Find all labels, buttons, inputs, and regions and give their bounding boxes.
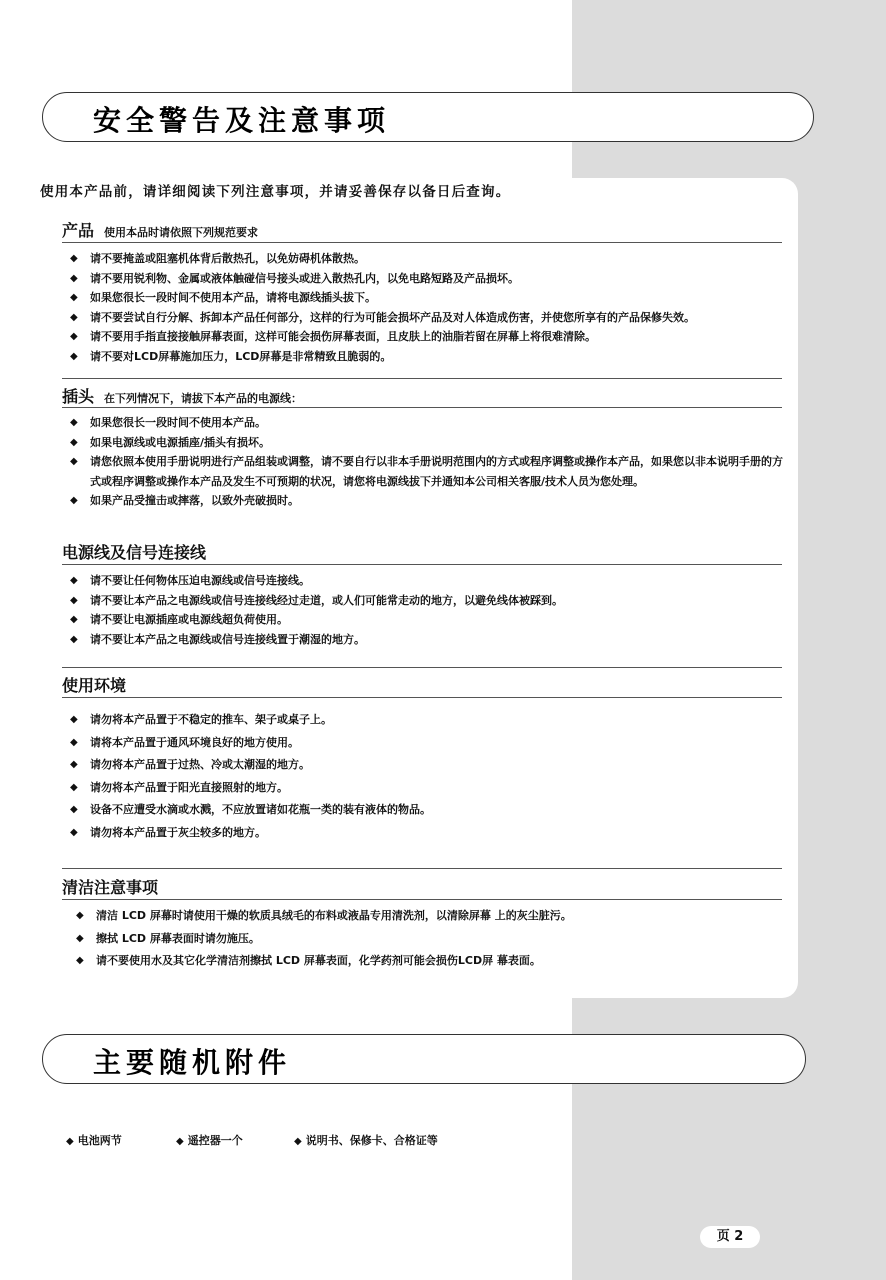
diamond-bullet-icon: ◆	[76, 932, 84, 944]
divider	[62, 697, 782, 698]
list-item: ◆ 请不要掩盖或阻塞机体背后散热孔，以免妨碍机体散热。	[70, 249, 790, 269]
diamond-bullet-icon: ◆	[70, 417, 78, 428]
diamond-bullet-icon: ◆	[70, 826, 78, 838]
divider	[62, 667, 782, 668]
divider	[62, 378, 782, 379]
list-item: ◆ 如果您很长一段时间不使用本产品。	[70, 413, 790, 433]
list-item: ◆ 设备不应遭受水滴或水溅，不应放置诸如花瓶一类的装有液体的物品。	[70, 799, 790, 822]
accessory-item: ◆ 遥控器一个	[176, 1134, 243, 1147]
list-item: ◆ 如果电源线或电源插座/插头有损坏。	[70, 433, 790, 453]
diamond-bullet-icon: ◆	[70, 331, 78, 342]
section-product-list	[70, 249, 790, 366]
accessory-item: ◆ 电池两节	[66, 1134, 122, 1147]
diamond-bullet-icon: ◆	[294, 1136, 302, 1147]
diamond-bullet-icon: ◆	[70, 272, 78, 284]
list-item: ◆ 清洁 LCD 屏幕时请使用干燥的软质具绒毛的布料或液晶专用清洗剂，以清除屏幕 上的灰尘脏污。	[76, 905, 796, 928]
list-item: ◆ 请不要让本产品之电源线或信号连接线经过走道，或人们可能常走动的地方，以避免线体被踩到。	[70, 591, 790, 611]
accessories-title: 主要随机附件	[93, 1046, 292, 1079]
diamond-bullet-icon: ◆	[76, 955, 84, 966]
list-item: ◆ 请勿将本产品置于过热、冷或太潮湿的地方。	[70, 754, 790, 777]
section-subtitle: 在下列情况下，请拔下本产品的电源线：	[104, 392, 303, 405]
section-environment-header	[62, 673, 782, 696]
diamond-bullet-icon: ◆	[76, 910, 84, 921]
diamond-bullet-icon: ◆	[70, 594, 78, 606]
section-plug-list	[70, 413, 790, 511]
accessory-item: ◆ 说明书、保修卡、合格证等	[294, 1134, 438, 1147]
diamond-bullet-icon: ◆	[70, 253, 78, 264]
diamond-bullet-icon: ◆	[70, 350, 78, 362]
diamond-bullet-icon: ◆	[70, 292, 78, 303]
section-title: 插头	[62, 387, 95, 406]
diamond-bullet-icon: ◆	[70, 633, 78, 645]
section-environment-list	[70, 709, 790, 844]
diamond-bullet-icon: ◆	[70, 614, 78, 625]
diamond-bullet-icon: ◆	[66, 1136, 74, 1147]
list-item: ◆ 请不要让本产品之电源线或信号连接线置于潮湿的地方。	[70, 630, 790, 650]
page-number: 页 2	[700, 1226, 760, 1248]
section-title: 清洁注意事项	[62, 878, 159, 897]
divider	[62, 564, 782, 565]
section-plug-header	[62, 384, 782, 407]
list-item: ◆ 如果产品受撞击或摔落，以致外壳破损时。	[70, 491, 790, 511]
divider	[62, 899, 782, 900]
divider	[62, 407, 782, 408]
section-cable-header	[62, 540, 782, 563]
list-item: ◆ 擦拭 LCD 屏幕表面时请勿施压。	[76, 928, 796, 951]
section-title: 产品	[62, 221, 95, 240]
diamond-bullet-icon: ◆	[70, 575, 78, 586]
list-item: ◆ 请不要用锐利物、金属或液体触碰信号接头或进入散热孔内，以免电路短路及产品损坏。	[70, 269, 790, 289]
list-item: ◆ 请不要尝试自行分解、拆卸本产品任何部分，这样的行为可能会损坏产品及对人体造成伤害，并使您所享有的产品保修失效。	[70, 308, 790, 328]
list-item: ◆ 请勿将本产品置于不稳定的推车、架子或桌子上。	[70, 709, 790, 732]
accessories-title-box	[42, 1034, 806, 1084]
diamond-bullet-icon: ◆	[70, 736, 78, 748]
list-item: ◆ 请您依照本使用手册说明进行产品组装或调整，请不要自行以非本手册说明范围内的方式或程序调整或操作本产品，如果您以非本说明手册的方式或程序调整或操作本产品及发生不可预期的状况，请您将电源线拔下并通知本公司相关客服/技术人员为您处理。	[70, 452, 790, 491]
diamond-bullet-icon: ◆	[176, 1136, 184, 1147]
section-product-header	[62, 218, 782, 241]
section-cleaning-header	[62, 875, 782, 898]
list-item: ◆ 如果您很长一段时间不使用本产品，请将电源线插头拔下。	[70, 288, 790, 308]
list-item: ◆ 请不要使用水及其它化学清洁剂擦拭 LCD 屏幕表面，化学药剂可能会损伤LCD屏 幕表面。	[76, 950, 796, 973]
section-title: 使用环境	[62, 676, 127, 695]
divider	[62, 242, 782, 243]
list-item: ◆ 请不要让任何物体压迫电源线或信号连接线。	[70, 571, 790, 591]
list-item: ◆ 请不要让电源插座或电源线超负荷使用。	[70, 610, 790, 630]
safety-title-box	[42, 92, 814, 142]
section-cable-list	[70, 571, 790, 649]
diamond-bullet-icon: ◆	[70, 436, 78, 448]
list-item: ◆ 请勿将本产品置于阳光直接照射的地方。	[70, 777, 790, 800]
section-cleaning-list	[76, 905, 796, 973]
diamond-bullet-icon: ◆	[70, 714, 78, 725]
diamond-bullet-icon: ◆	[70, 311, 78, 323]
diamond-bullet-icon: ◆	[70, 495, 78, 506]
section-title: 电源线及信号连接线	[62, 543, 207, 562]
intro-text: 使用本产品前，请详细阅读下列注意事项，并请妥善保存以备日后查询。	[40, 184, 511, 200]
diamond-bullet-icon: ◆	[70, 456, 78, 467]
list-item: ◆ 请勿将本产品置于灰尘较多的地方。	[70, 822, 790, 845]
section-subtitle: 使用本品时请依照下列规范要求	[104, 226, 259, 239]
list-item: ◆ 请将本产品置于通风环境良好的地方使用。	[70, 732, 790, 755]
diamond-bullet-icon: ◆	[70, 781, 78, 793]
list-item: ◆ 请不要用手指直接接触屏幕表面，这样可能会损伤屏幕表面，且皮肤上的油脂若留在屏幕上将很难清除。	[70, 327, 790, 347]
safety-title: 安全警告及注意事项	[93, 104, 391, 137]
diamond-bullet-icon: ◆	[70, 804, 78, 815]
list-item: ◆ 请不要对LCD屏幕施加压力，LCD屏幕是非常精致且脆弱的。	[70, 347, 790, 367]
diamond-bullet-icon: ◆	[70, 759, 78, 770]
divider	[62, 868, 782, 869]
